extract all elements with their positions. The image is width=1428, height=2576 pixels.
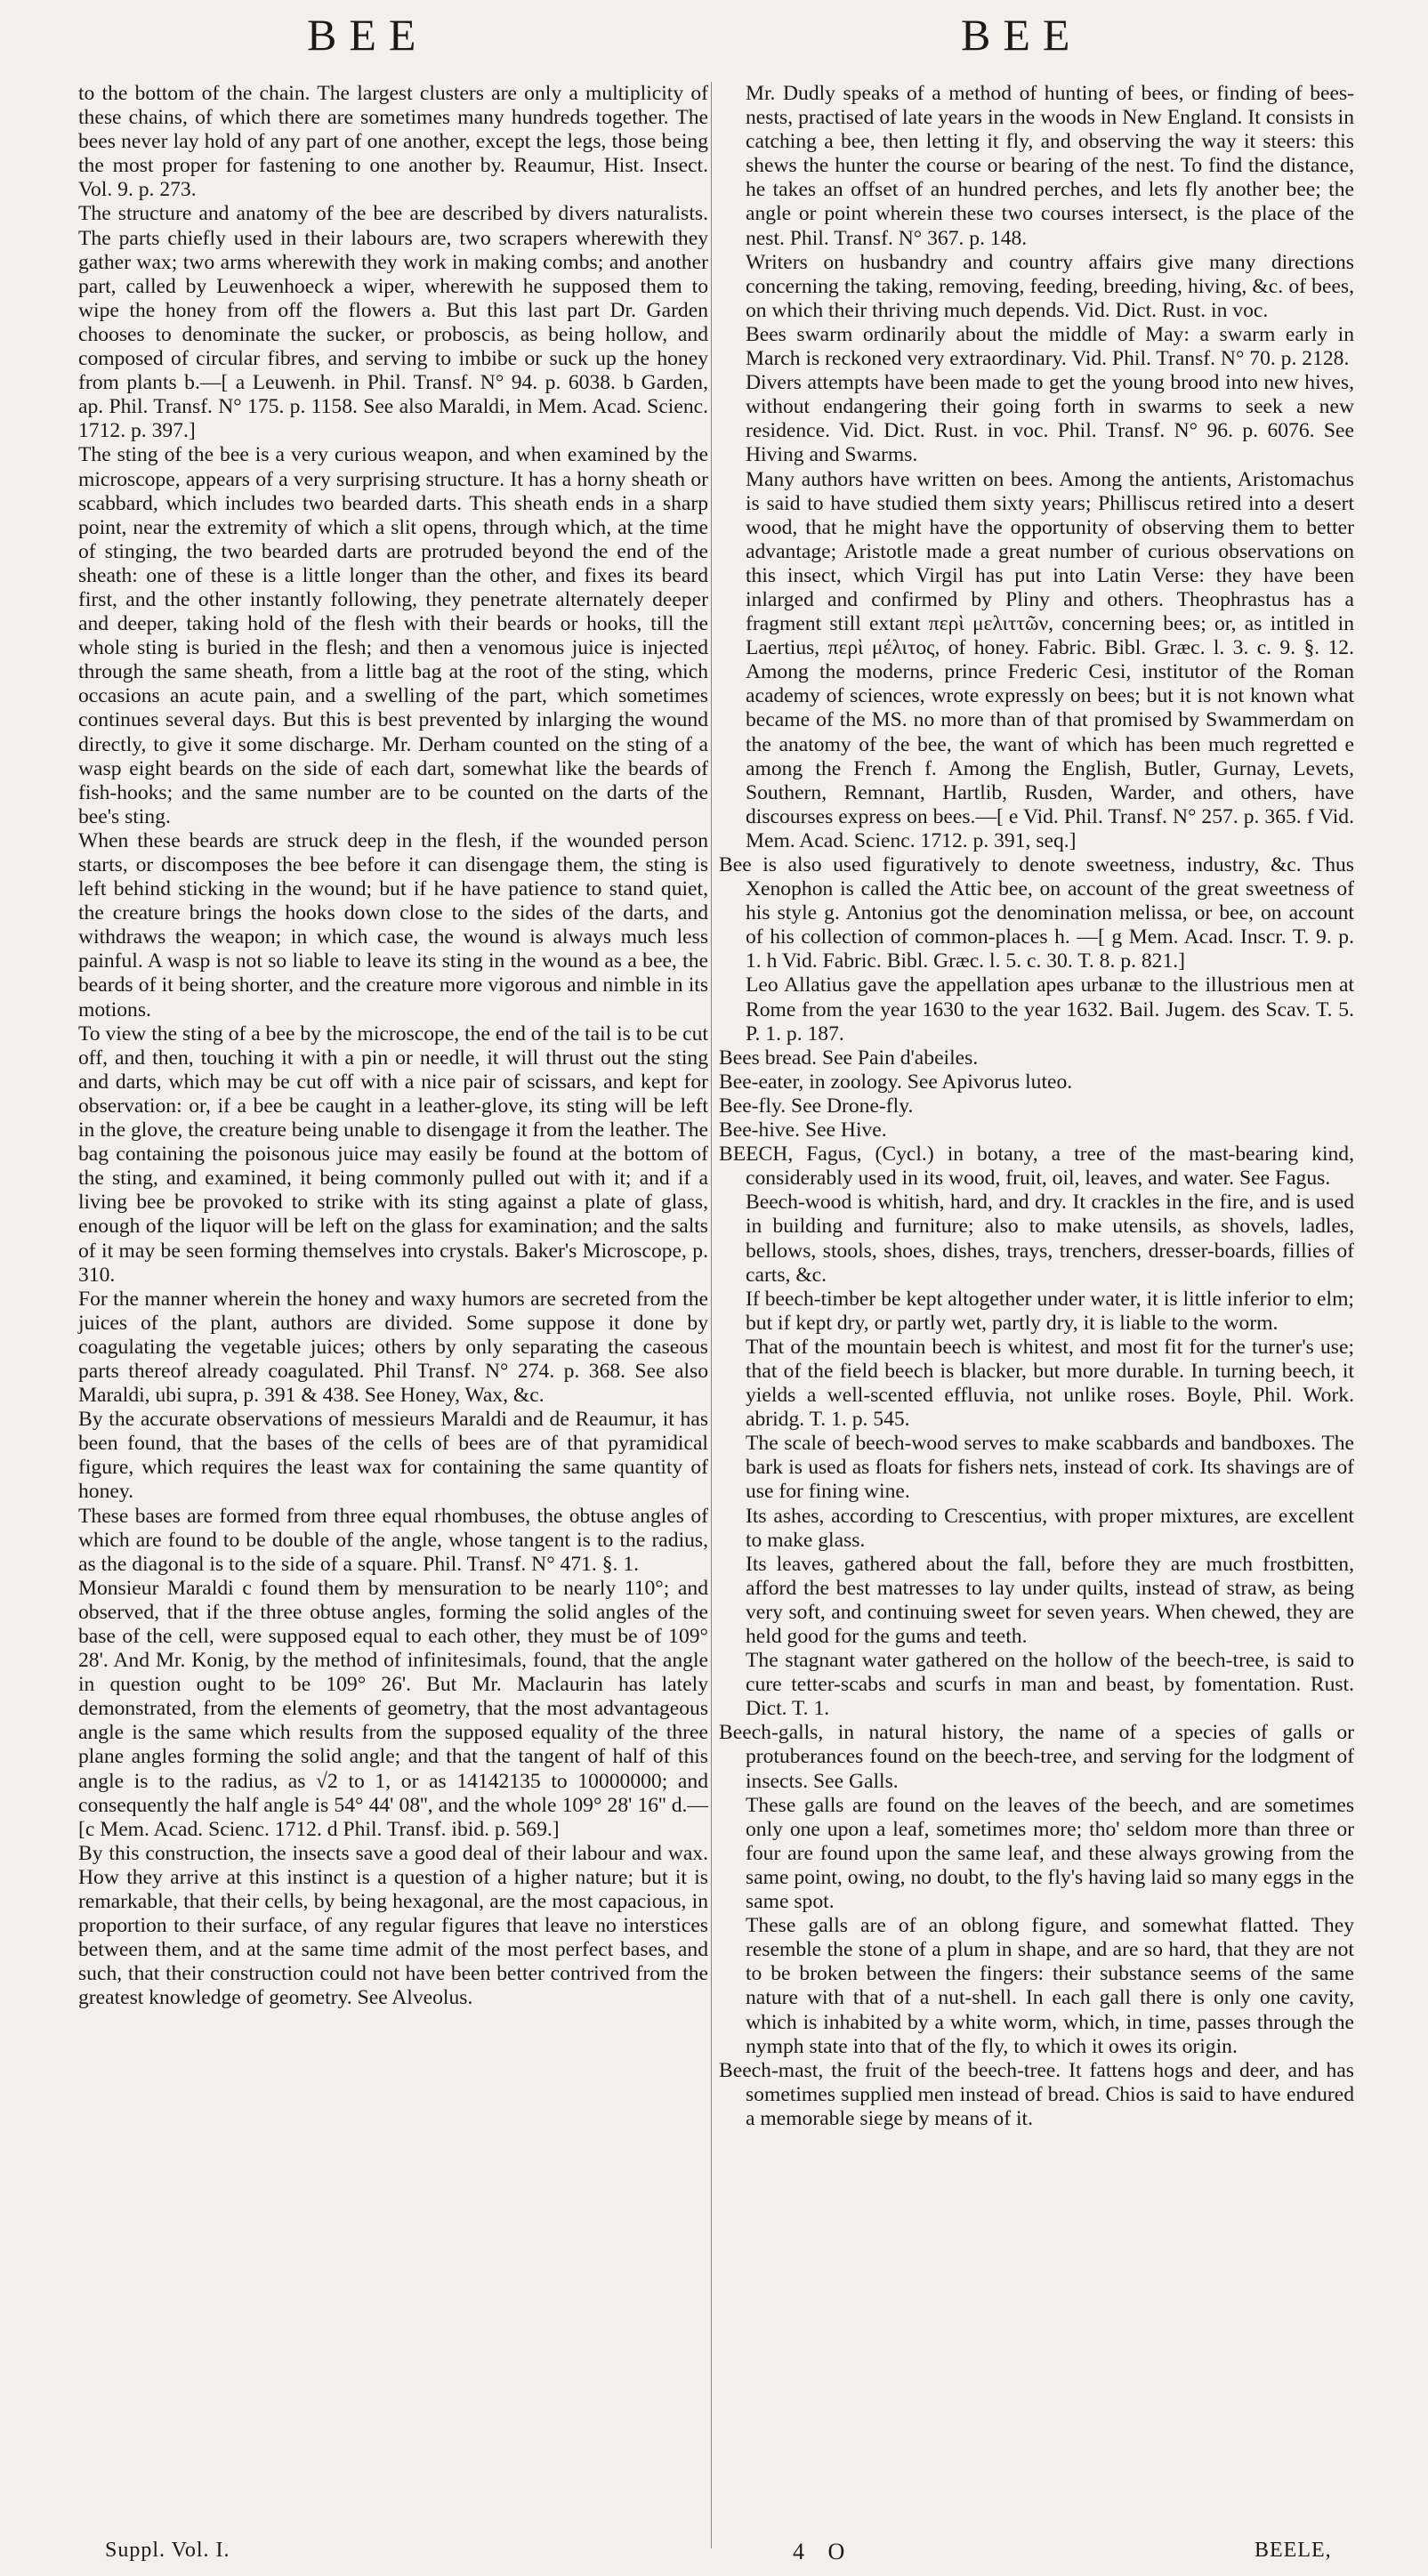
paragraph: These bases are formed from three equal rhombuses, the obtuse angles of which are found to be double of the angle, whose tangent is to the radius, as the diagonal is to the side of a square. Phil. Transf. N° 471. §. 1. <box>78 1504 708 1576</box>
paragraph: To view the sting of a bee by the microscope, the end of the tail is to be cut off, and then, touching it with a pin or needle, it will thrust out the sting and darts, which may be cut off with a nice pair of scissars, and kept for observation: or, if a bee be caught in a leather-glove, its sting will be left in the glove, the creature being unable to disengage it from the leather. The bag containing the poisonous juice may easily be found at the bottom of the sting, and examined, it being commonly pulled out with it; and if a living bee be provoked to strike with its sting against a plate of glass, enough of the liquor will be left on the glass for examination; and the salts of it may be seen forming themselves into crystals. Baker's Microscope, p. 310. <box>78 1022 708 1287</box>
paragraph: Writers on husbandry and country affairs give many directions concerning the taking, removing, feeding, breeding, hiving, &c. of bees, on which their thriving much depends. Vid. Dict. Rust. in voc. <box>746 250 1354 322</box>
paragraph: Its leaves, gathered about the fall, before they are much frostbitten, afford the best matresses to lay under quilts, instead of straw, as being very soft, and continuing sweet for seven years. When chewed, they are held good for the gums and teeth. <box>746 1552 1354 1648</box>
paragraph: When these beards are struck deep in the flesh, if the wounded person starts, or discomposes the bee before it can disengage them, the sting is left behind sticking in the wound; but if he have patience to stand quiet, the creature brings the hooks down close to the sides of the darts, and withdraws the weapon; in which case, the wound is always much less painful. A wasp is not so liable to leave its sting in the wound as a bee, the beards of it being shorter, and the creature more vigorous and nimble in its motions. <box>78 828 708 1022</box>
right-column <box>719 82 1354 2131</box>
entry-bee-fly: Bee-fly. See Drone-fly. <box>719 1094 914 1118</box>
entry-bee-figurative: Bee is also used figuratively to denote sweetness, industry, &c. Thus Xenophon is called the Attic bee, on account of the great sweetness of his style g. Antonius got the denomination melissa, or bee, on account of his collection of common-places h. —[ g Mem. Acad. Inscr. T. 9. p. 1. h Vid. Fabric. Bibl. Græc. l. 5. c. 30. T. 8. p. 821.] <box>719 853 1354 973</box>
signature-mark: Suppl. Vol. I. <box>105 2539 230 2562</box>
paragraph: The stagnant water gathered on the hollow of the beech-tree, is said to cure tetter-scabs and scurfs in man and beast, by fomentation. Rust. Dict. T. 1. <box>746 1649 1354 1721</box>
paragraph: Divers attempts have been made to get the young brood into new hives, without endangering their going forth in swarms to seek a new residence. Vid. Dict. Rust. in voc. Phil. Transf. N° 96. p. 6076. See Hiving and Swarms. <box>746 371 1354 467</box>
entry-beech: BEECH, Fagus, (Cycl.) in botany, a tree of the mast-bearing kind, considerably used in its wood, fruit, oil, leaves, and water. See Fagus. <box>719 1143 1354 1191</box>
paragraph: Bees swarm ordinarily about the middle of May: a swarm early in March is reckoned very extraordinary. Vid. Phil. Transf. N° 70. p. 2128. <box>746 322 1354 371</box>
paragraph: By the accurate observations of messieurs Maraldi and de Reaumur, it has been found, that the bases of the cells of bees are of that pyramidical figure, which requires the least wax for containing the same quantity of honey. <box>78 1408 708 1504</box>
paragraph: to the bottom of the chain. The largest clusters are only a multiplicity of these chains, of which there are sometimes many hundreds together. The bees never lay hold of any part of one another, except the legs, those being the most proper for fastening to one another by. Reaumur, Hist. Insect. Vol. 9. p. 273. <box>78 82 708 202</box>
paragraph: For the manner wherein the honey and waxy humors are secreted from the juices of the plant, authors are divided. Some suppose it done by coagulating the vegetable juices; others by only separating the caseous parts thereof already coagulated. Phil Transf. N° 274. p. 368. See also Maraldi, ubi supra, p. 391 & 438. See Honey, Wax, &c. <box>78 1287 708 1408</box>
paragraph: Monsieur Maraldi c found them by mensuration to be nearly 110°; and observed, that if the three obtuse angles, forming the solid angles of the base of the cell, were supposed equal to each other, they must be of 109° 28'. And Mr. Konig, by the method of infinitesimals, found, that the angle in question ought to be 109° 26'. But Mr. Maclaurin has lately demonstrated, from the elements of geometry, that the most advantageous angle is the same which results from the supposed equality of the three plane angles forming the solid angle; and that the tangent of half of this angle is to the radius, as √2 to 1, or as 14142135 to 10000000; and consequently the half angle is 54° 44' 08'', and the whole 109° 28' 16'' d.—[c Mem. Acad. Scienc. 1712. d Phil. Transf. ibid. p. 569.] <box>78 1576 708 1841</box>
paragraph: Mr. Dudly speaks of a method of hunting of bees, or finding of bees-nests, practised of late years in the woods in New England. It consists in catching a bee, then letting it fly, and observing the way it steers: this shews the hunter the course or bearing of the nest. To find the distance, he takes an offset of an hundred perches, and lets fly another bee; the angle or point wherein these two courses intersect, is the place of the nest. Phil. Transf. N° 367. p. 148. <box>746 82 1354 250</box>
paragraph: These galls are of an oblong figure, and somewhat flatted. They resemble the stone of a plum in shape, and are so hard, that they are not to be broken between the fingers: their substance seems of the same nature with that of a nut-shell. In each gall there is only one cavity, which is inhabited by a white worm, which, in time, passes through the nymph state into that of the fly, to which it owes its origin. <box>746 1914 1354 2058</box>
running-head-right: BEE <box>961 10 1083 60</box>
paragraph: That of the mountain beech is whitest, and most fit for the turner's use; that of the field beech is blacker, but more durable. In turning beech, it yields a well-scented effluvia, not unlike roses. Boyle, Phil. Work. abridg. T. 1. p. 545. <box>746 1335 1354 1432</box>
entry-bee-eater: Bee-eater, in zoology. See Apivorus luteo. <box>719 1070 1073 1094</box>
paragraph: These galls are found on the leaves of the beech, and are sometimes only one upon a leaf, sometimes more; tho' seldom more than three or four are found upon the same leaf, and these always growing from the same point, owing, no doubt, to the fly's having laid so many eggs in the same spot. <box>746 1793 1354 1914</box>
page-number: 4 O <box>793 2539 854 2564</box>
running-head-left: BEE <box>307 10 429 60</box>
paragraph: If beech-timber be kept altogether under water, it is little inferior to elm; but if kept dry, or partly wet, partly dry, it is liable to the worm. <box>746 1287 1354 1335</box>
paragraph: Its ashes, according to Crescentius, with proper mixtures, are excellent to make glass. <box>746 1504 1354 1552</box>
paragraph: Many authors have written on bees. Among the antients, Aristomachus is said to have studied them sixty years; Philliscus retired into a desert wood, that he might have the opportunity of observing them to better advantage; Aristotle made a great number of curious observations on this insect, which Virgil has put into Latin Verse: they have been inlarged and confirmed by Pliny and others. Theophrastus has a fragment still extant περὶ μελιττῶν, concerning bees; or, as intitled in Laertius, περὶ μέλιτος, of honey. Fabric. Bibl. Græc. l. 3. c. 9. §. 12. Among the moderns, prince Frederic Cesi, institutor of the Roman academy of sciences, wrote expressly on bees; but it is not known what became of the MS. no more than of that promised by Swammerdam on the anatomy of the bee, the want of which has been much regretted e among the French f. Among the English, Butler, Gurnay, Levets, Southern, Remnant, Hartlib, Rusden, Warder, and others, have discourses express on bees.—[ e Vid. Phil. Transf. N° 257. p. 365. f Vid. Mem. Acad. Scienc. 1712. p. 391, seq.] <box>746 467 1354 852</box>
paragraph: Beech-wood is whitish, hard, and dry. It crackles in the fire, and is used in building and furniture; also to make utensils, as shovels, ladles, bellows, stools, shoes, dishes, trays, trenchers, dresser-boards, fillies of carts, &c. <box>746 1191 1354 1287</box>
paragraph: The scale of beech-wood serves to make scabbards and bandboxes. The bark is used as floats for fishers nets, instead of cork. Its shavings are of use for fining wine. <box>746 1432 1354 1504</box>
entry-bees-bread: Bees bread. See Pain d'abeiles. <box>719 1046 979 1070</box>
catchword: BEELE, <box>1255 2539 1332 2562</box>
entry-beech-galls: Beech-galls, in natural history, the name of a species of galls or protuberances found on the beech-tree, and serving for the lodgment of insects. See Galls. <box>719 1721 1354 1793</box>
left-column <box>78 82 708 2011</box>
column-divider <box>711 82 712 2548</box>
paragraph: The sting of the bee is a very curious weapon, and when examined by the microscope, appears of a very surprising structure. It has a horny sheath or scabbard, which includes two bearded darts. This sheath ends in a sharp point, near the extremity of which a slit opens, through which, at the time of stinging, the two bearded darts are protruded beyond the end of the sheath: one of these is a little longer than the other, and fixes its beard first, and the other instantly following, they penetrate alternately deeper and deeper, taking hold of the flesh with their beards or hooks, till the whole sting is buried in the flesh; and then a venomous juice is injected through the same sheath, from a little bag at the root of the sting, which occasions an acute pain, and a swelling of the part, which sometimes continues several days. But this is best prevented by inlarging the wound directly, to give it some discharge. Mr. Derham counted on the sting of a wasp eight beards on the side of each dart, somewhat like the beards of fish-hooks; and the same number are to be counted on the darts of the bee's sting. <box>78 443 708 828</box>
paragraph: The structure and anatomy of the bee are described by divers naturalists. The parts chiefly used in their labours are, two scrapers wherewith they gather wax; two arms wherewith they work in making combs; and another part, called by Leuwenhoeck a wiper, wherewith he supposed them to wipe the honey from off the flowers a. But this last part Dr. Garden chooses to denominate the sucker, or proboscis, as being hollow, and composed of circular fibres, and serving to imbibe or suck up the honey from plants b.—[ a Leuwenh. in Phil. Transf. N° 94. p. 6038. b Garden, ap. Phil. Transf. N° 175. p. 1158. See also Maraldi, in Mem. Acad. Scienc. 1712. p. 397.] <box>78 202 708 443</box>
entry-beech-mast: Beech-mast, the fruit of the beech-tree. It fattens hogs and deer, and has sometimes supplied men instead of bread. Chios is said to have endured a memorable siege by means of it. <box>719 2058 1354 2130</box>
paragraph: By this construction, the insects save a good deal of their labour and wax. How they arrive at this instinct is a question of a higher nature; but it is remarkable, that their cells, by being hexagonal, are the most capacious, in proportion to their surface, of any regular figures that leave no interstices between them, and at the same time admit of the most perfect bases, and such, that their construction could not have been better contrived from the greatest knowledge of geometry. See Alveolus. <box>78 1841 708 2010</box>
paragraph: Leo Allatius gave the appellation apes urbanæ to the illustrious men at Rome from the year 1630 to the year 1632. Bail. Jugem. des Scav. T. 5. P. 1. p. 187. <box>746 973 1354 1046</box>
entry-bee-hive: Bee-hive. See Hive. <box>719 1118 887 1143</box>
